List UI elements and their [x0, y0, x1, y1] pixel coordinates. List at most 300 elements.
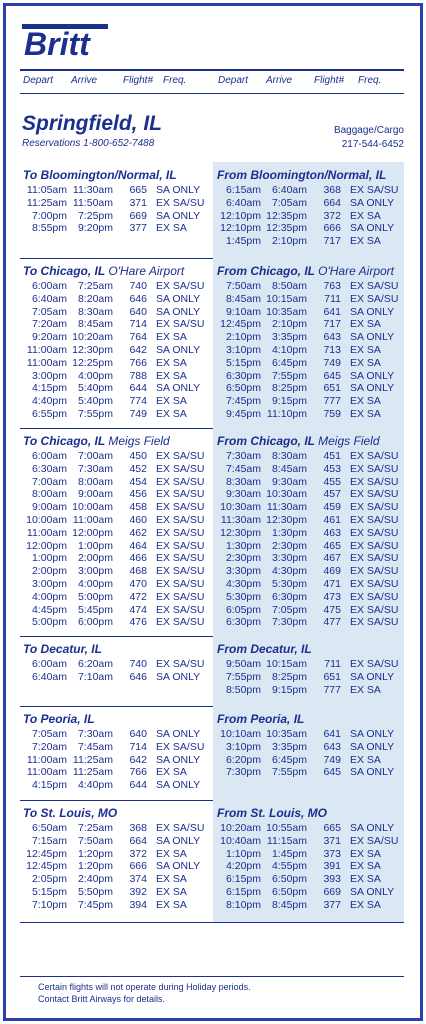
route-title: To Chicago, IL	[23, 434, 106, 448]
flight-number: 669	[129, 209, 147, 222]
frequency: EX SA/SU	[350, 526, 399, 539]
flight-number: 469	[323, 565, 341, 578]
arrive-time: 7:30am	[77, 728, 113, 740]
to-column	[23, 642, 211, 684]
flight-row	[23, 293, 211, 306]
route-airport: O'Hare Airport	[108, 264, 185, 278]
flight-number: 457	[323, 488, 341, 501]
from-column	[217, 712, 404, 779]
arrive-time: 8:20am	[77, 292, 113, 305]
depart-time: 6:30pm	[225, 369, 261, 382]
flight-row	[23, 357, 211, 370]
flight-row	[23, 514, 211, 527]
to-title	[23, 712, 211, 728]
frequency: EX SA	[350, 898, 381, 911]
flight-number: 472	[129, 590, 147, 603]
to-column	[23, 806, 211, 912]
flight-number: 774	[129, 395, 147, 408]
from-column	[217, 434, 404, 629]
depart-time: 3:00pm	[31, 369, 67, 382]
depart-time: 10:00am	[26, 513, 67, 526]
depart-time: 6:50am	[31, 822, 67, 834]
depart-time: 10:20am	[220, 822, 261, 834]
depart-time: 11:00am	[26, 356, 67, 369]
frequency: SA ONLY	[156, 343, 201, 356]
frequency: SA ONLY	[350, 305, 395, 318]
flight-number: 713	[323, 343, 341, 356]
arrive-time: 1:45pm	[271, 847, 307, 860]
frequency: EX SA/SU	[156, 475, 205, 488]
flight-row	[217, 591, 404, 604]
flight-number: 664	[323, 196, 341, 209]
depart-time: 9:10am	[225, 305, 261, 318]
flight-number: 669	[323, 885, 341, 898]
flight-number: 455	[323, 475, 341, 488]
frequency: EX SA/SU	[156, 552, 205, 565]
frequency: EX SA	[156, 898, 187, 911]
frequency: EX SA/SU	[350, 488, 399, 501]
arrive-time: 3:35pm	[271, 740, 307, 753]
depart-time: 11:00am	[26, 753, 67, 766]
depart-time: 6:15pm	[225, 885, 261, 898]
flight-row	[23, 578, 211, 591]
depart-time: 7:00pm	[31, 209, 67, 222]
baggage-phone: 217-544-6452	[341, 139, 404, 150]
frequency: SA ONLY	[350, 740, 395, 753]
flight-row	[23, 848, 211, 861]
flight-row	[23, 331, 211, 344]
frequency: SA ONLY	[350, 885, 395, 898]
flight-number: 646	[129, 292, 147, 305]
frequency: EX SA/SU	[156, 488, 205, 501]
to-column	[23, 264, 211, 421]
frequency: EX SA	[350, 847, 381, 860]
flight-number: 467	[323, 552, 341, 565]
frequency: EX SA/SU	[156, 590, 205, 603]
depart-time: 6:40am	[31, 292, 67, 305]
arrive-time: 8:50am	[271, 280, 307, 292]
flight-number: 451	[323, 450, 341, 462]
frequency: EX SA/SU	[350, 658, 399, 670]
flight-row	[217, 318, 404, 331]
frequency: EX SA	[156, 356, 187, 369]
flight-number: 717	[323, 318, 341, 331]
arrive-time: 4:55pm	[271, 860, 307, 873]
depart-time: 7:30pm	[225, 766, 261, 779]
depart-time: 9:50am	[225, 658, 261, 670]
depart-time: 6:00am	[31, 450, 67, 462]
flight-row	[217, 184, 404, 197]
depart-time: 12:00pm	[26, 539, 67, 552]
arrive-time: 7:55pm	[271, 369, 307, 382]
arrive-time: 6:40am	[271, 184, 307, 196]
arrive-time: 11:15am	[266, 834, 307, 847]
arrive-time: 11:30am	[72, 184, 113, 196]
depart-time: 2:05pm	[31, 873, 67, 886]
flight-number: 371	[323, 834, 341, 847]
flight-number: 372	[323, 209, 341, 222]
depart-time: 1:45pm	[225, 235, 261, 248]
flight-row	[23, 779, 211, 792]
flight-number: 644	[129, 779, 147, 792]
arrive-time: 5:50pm	[77, 885, 113, 898]
city-title: Springfield, IL	[22, 112, 162, 135]
flight-number: 372	[129, 847, 147, 860]
flight-number: 664	[129, 834, 147, 847]
arrive-time: 8:45pm	[271, 898, 307, 911]
flight-number: 374	[129, 873, 147, 886]
flight-row	[23, 280, 211, 293]
flight-row	[23, 741, 211, 754]
flight-number: 393	[323, 873, 341, 886]
flight-row	[23, 450, 211, 463]
frequency: SA ONLY	[350, 822, 395, 834]
flight-row	[217, 873, 404, 886]
reservations-phone: Reservations 1-800-652-7488	[22, 138, 155, 149]
route-airport: O'Hare Airport	[318, 264, 395, 278]
arrive-time: 7:10am	[77, 670, 113, 683]
frequency: EX SA	[156, 766, 187, 779]
flight-row	[217, 501, 404, 514]
flight-row	[23, 184, 211, 197]
flight-number: 642	[129, 753, 147, 766]
arrive-time: 8:30am	[77, 305, 113, 318]
depart-time: 5:00pm	[31, 616, 67, 629]
flight-row	[217, 235, 404, 248]
route-title: From Chicago, IL	[217, 264, 315, 278]
frequency: EX SA	[156, 873, 187, 886]
arrive-time: 10:35am	[266, 305, 307, 318]
arrive-time: 8:25pm	[271, 382, 307, 395]
flight-number: 463	[323, 526, 341, 539]
route-title: To Peoria, IL	[23, 712, 95, 726]
flight-row	[217, 357, 404, 370]
depart-time: 5:15pm	[31, 885, 67, 898]
flight-number: 666	[129, 860, 147, 873]
flight-number: 749	[323, 356, 341, 369]
depart-time: 6:40am	[31, 670, 67, 683]
frequency: EX SA/SU	[156, 501, 205, 514]
frequency: SA ONLY	[156, 860, 201, 873]
arrive-time: 7:25pm	[77, 209, 113, 222]
from-title	[217, 168, 404, 184]
from-column	[217, 806, 404, 912]
depart-time: 11:00am	[26, 343, 67, 356]
flight-row	[23, 822, 211, 835]
flight-row	[217, 450, 404, 463]
arrive-time: 10:30am	[266, 488, 307, 501]
flight-number: 394	[129, 898, 147, 911]
flight-row	[23, 476, 211, 489]
column-headers-right	[218, 75, 381, 86]
frequency: EX SA	[350, 683, 381, 696]
route-title: From Bloomington/Normal, IL	[217, 168, 387, 182]
route-title: From Chicago, IL	[217, 434, 315, 448]
frequency: EX SA/SU	[350, 462, 399, 475]
flight-row	[23, 552, 211, 565]
flight-row	[217, 899, 404, 912]
arrive-time: 4:30pm	[271, 565, 307, 578]
schedule-section	[20, 428, 404, 636]
frequency: EX SA/SU	[156, 526, 205, 539]
flight-number: 464	[129, 539, 147, 552]
flight-number: 749	[323, 753, 341, 766]
schedule-section	[20, 258, 404, 428]
frequency: EX SA/SU	[350, 513, 399, 526]
footer-line: Contact Britt Airways for details.	[38, 994, 166, 1004]
flight-row	[217, 835, 404, 848]
arrive-time: 3:00pm	[77, 565, 113, 578]
frequency: EX SA/SU	[350, 475, 399, 488]
flight-row	[217, 552, 404, 565]
arrive-time: 3:35pm	[271, 331, 307, 344]
header-arrive: Arrive	[266, 75, 293, 86]
frequency: EX SA	[156, 369, 187, 382]
frequency: EX SA/SU	[156, 513, 205, 526]
flight-number: 777	[323, 395, 341, 408]
baggage-label: Baggage/Cargo	[333, 125, 404, 136]
depart-time: 7:20am	[31, 318, 67, 331]
flight-row	[217, 848, 404, 861]
arrive-time: 2:30pm	[271, 539, 307, 552]
frequency: EX SA	[156, 885, 187, 898]
depart-time: 7:30am	[225, 450, 261, 462]
flight-number: 458	[129, 501, 147, 514]
depart-time: 7:05am	[31, 305, 67, 318]
depart-time: 6:05pm	[225, 603, 261, 616]
arrive-time: 4:40pm	[77, 779, 113, 792]
arrive-time: 8:45am	[271, 462, 307, 475]
depart-time: 12:45pm	[220, 318, 261, 331]
arrive-time: 7:30am	[77, 462, 113, 475]
flight-number: 788	[129, 369, 147, 382]
arrive-time: 4:10pm	[271, 343, 307, 356]
flight-number: 377	[129, 222, 147, 235]
frequency: EX SA	[350, 395, 381, 408]
frequency: EX SA/SU	[156, 603, 205, 616]
arrive-time: 5:45pm	[77, 603, 113, 616]
frequency: SA ONLY	[156, 728, 201, 740]
to-title	[23, 806, 211, 822]
arrive-time: 7:45pm	[77, 898, 113, 911]
flight-number: 645	[323, 766, 341, 779]
flight-number: 476	[129, 616, 147, 629]
arrive-time: 7:45am	[77, 740, 113, 753]
frequency: EX SA/SU	[156, 196, 205, 209]
flight-row	[217, 382, 404, 395]
flight-number: 368	[129, 822, 147, 834]
from-title	[217, 434, 404, 450]
arrive-time: 6:50pm	[271, 885, 307, 898]
arrive-time: 5:40pm	[77, 395, 113, 408]
arrive-time: 7:50am	[77, 834, 113, 847]
depart-time: 3:30pm	[225, 565, 261, 578]
depart-time: 7:15am	[31, 834, 67, 847]
frequency: EX SA/SU	[350, 292, 399, 305]
frequency: SA ONLY	[156, 670, 201, 683]
arrive-time: 3:30pm	[271, 552, 307, 565]
frequency: EX SA	[156, 395, 187, 408]
depart-time: 6:30am	[31, 462, 67, 475]
arrive-time: 12:30pm	[266, 513, 307, 526]
frequency: EX SA	[350, 343, 381, 356]
depart-time: 9:45pm	[225, 407, 261, 420]
arrive-time: 5:40pm	[77, 382, 113, 395]
depart-time: 5:30pm	[225, 590, 261, 603]
flight-row	[217, 395, 404, 408]
arrive-time: 12:35pm	[266, 222, 307, 235]
schedule-section	[20, 800, 404, 922]
to-column	[23, 712, 211, 792]
arrive-time: 2:10pm	[271, 235, 307, 248]
to-column	[23, 434, 211, 629]
flight-number: 651	[323, 670, 341, 683]
depart-time: 6:55pm	[31, 407, 67, 420]
schedule-section	[20, 706, 404, 800]
frequency: EX SA	[350, 753, 381, 766]
flight-number: 665	[323, 822, 341, 834]
flight-number: 651	[323, 382, 341, 395]
depart-time: 11:25am	[26, 196, 67, 209]
flight-number: 640	[129, 305, 147, 318]
route-title: From Decatur, IL	[217, 642, 312, 656]
flight-row	[23, 873, 211, 886]
flight-number: 477	[323, 616, 341, 629]
depart-time: 4:15pm	[31, 779, 67, 792]
flight-number: 470	[129, 577, 147, 590]
flight-row	[217, 658, 404, 671]
depart-time: 7:05am	[31, 728, 67, 740]
depart-time: 12:10pm	[220, 209, 261, 222]
arrive-time: 2:40pm	[77, 873, 113, 886]
header-flight: Flight#	[123, 75, 154, 86]
arrive-time: 10:15am	[266, 658, 307, 670]
frequency: EX SA/SU	[350, 280, 399, 292]
depart-time: 6:30pm	[225, 616, 261, 629]
flight-row	[217, 306, 404, 319]
flight-number: 643	[323, 740, 341, 753]
frequency: EX SA	[350, 860, 381, 873]
to-title	[23, 434, 211, 450]
arrive-time: 10:00am	[72, 501, 113, 514]
depart-time: 7:00am	[31, 475, 67, 488]
arrive-time: 6:30pm	[271, 590, 307, 603]
flight-number: 740	[129, 280, 147, 292]
frequency: EX SA/SU	[156, 318, 205, 331]
frequency: EX SA/SU	[156, 740, 205, 753]
arrive-time: 6:20am	[77, 658, 113, 670]
flight-row	[23, 835, 211, 848]
flight-row	[23, 527, 211, 540]
arrive-time: 7:00am	[77, 450, 113, 462]
depart-time: 11:00am	[26, 766, 67, 779]
frequency: EX SA	[156, 331, 187, 344]
arrive-time: 9:15pm	[271, 395, 307, 408]
frequency: SA ONLY	[350, 728, 395, 740]
flight-number: 665	[129, 184, 147, 196]
flight-number: 371	[129, 196, 147, 209]
route-title: From Peoria, IL	[217, 712, 305, 726]
from-title	[217, 642, 404, 658]
frequency: SA ONLY	[156, 779, 201, 792]
depart-time: 8:55pm	[31, 222, 67, 235]
frequency: SA ONLY	[350, 331, 395, 344]
flight-number: 666	[323, 222, 341, 235]
flight-number: 714	[129, 318, 147, 331]
flight-row	[217, 197, 404, 210]
header-freq: Freq.	[163, 75, 187, 86]
arrive-time: 5:30pm	[271, 577, 307, 590]
arrive-time: 7:05am	[271, 196, 307, 209]
schedule-section	[20, 636, 404, 706]
flight-number: 468	[129, 565, 147, 578]
frequency: EX SA/SU	[350, 590, 399, 603]
flight-row	[23, 899, 211, 912]
frequency: SA ONLY	[350, 766, 395, 779]
arrive-time: 12:00pm	[72, 526, 113, 539]
depart-time: 10:10am	[220, 728, 261, 740]
depart-time: 4:45pm	[31, 603, 67, 616]
frequency: EX SA/SU	[350, 450, 399, 462]
arrive-time: 12:30pm	[72, 343, 113, 356]
route-title: To Chicago, IL	[23, 264, 106, 278]
arrive-time: 11:50am	[72, 196, 113, 209]
frequency: EX SA/SU	[350, 552, 399, 565]
from-column	[217, 168, 404, 248]
header-rule	[20, 93, 404, 94]
from-column	[217, 264, 404, 421]
flight-number: 368	[323, 184, 341, 196]
route-title: To St. Louis, MO	[23, 806, 118, 820]
depart-time: 6:20pm	[225, 753, 261, 766]
frequency: EX SA/SU	[350, 577, 399, 590]
arrive-time: 8:25pm	[271, 670, 307, 683]
depart-time: 11:00am	[26, 526, 67, 539]
frequency: EX SA	[350, 209, 381, 222]
arrive-time: 6:45pm	[271, 356, 307, 369]
frequency: EX SA/SU	[156, 822, 205, 834]
to-title	[23, 264, 211, 280]
flight-row	[23, 766, 211, 779]
depart-time: 9:00am	[31, 501, 67, 514]
arrive-time: 2:10pm	[271, 318, 307, 331]
depart-time: 12:10pm	[220, 222, 261, 235]
section-divider	[20, 922, 404, 923]
frequency: EX SA	[350, 873, 381, 886]
arrive-time: 9:15pm	[271, 683, 307, 696]
to-column	[23, 168, 211, 235]
flight-row	[217, 527, 404, 540]
flight-row	[23, 540, 211, 553]
depart-time: 6:40am	[225, 196, 261, 209]
flight-number: 714	[129, 740, 147, 753]
flight-row	[217, 684, 404, 697]
flight-number: 373	[323, 847, 341, 860]
flight-row	[23, 408, 211, 421]
arrive-time: 4:00pm	[77, 577, 113, 590]
frequency: SA ONLY	[156, 834, 201, 847]
arrive-time: 11:00am	[72, 513, 113, 526]
depart-time: 4:15pm	[31, 382, 67, 395]
depart-time: 2:10pm	[225, 331, 261, 344]
frequency: EX SA/SU	[350, 501, 399, 514]
route-airport: Meigs Field	[318, 434, 380, 448]
flight-number: 391	[323, 860, 341, 873]
arrive-time: 6:00pm	[77, 616, 113, 629]
depart-time: 10:40am	[220, 834, 261, 847]
depart-time: 4:30pm	[225, 577, 261, 590]
flight-row	[217, 370, 404, 383]
